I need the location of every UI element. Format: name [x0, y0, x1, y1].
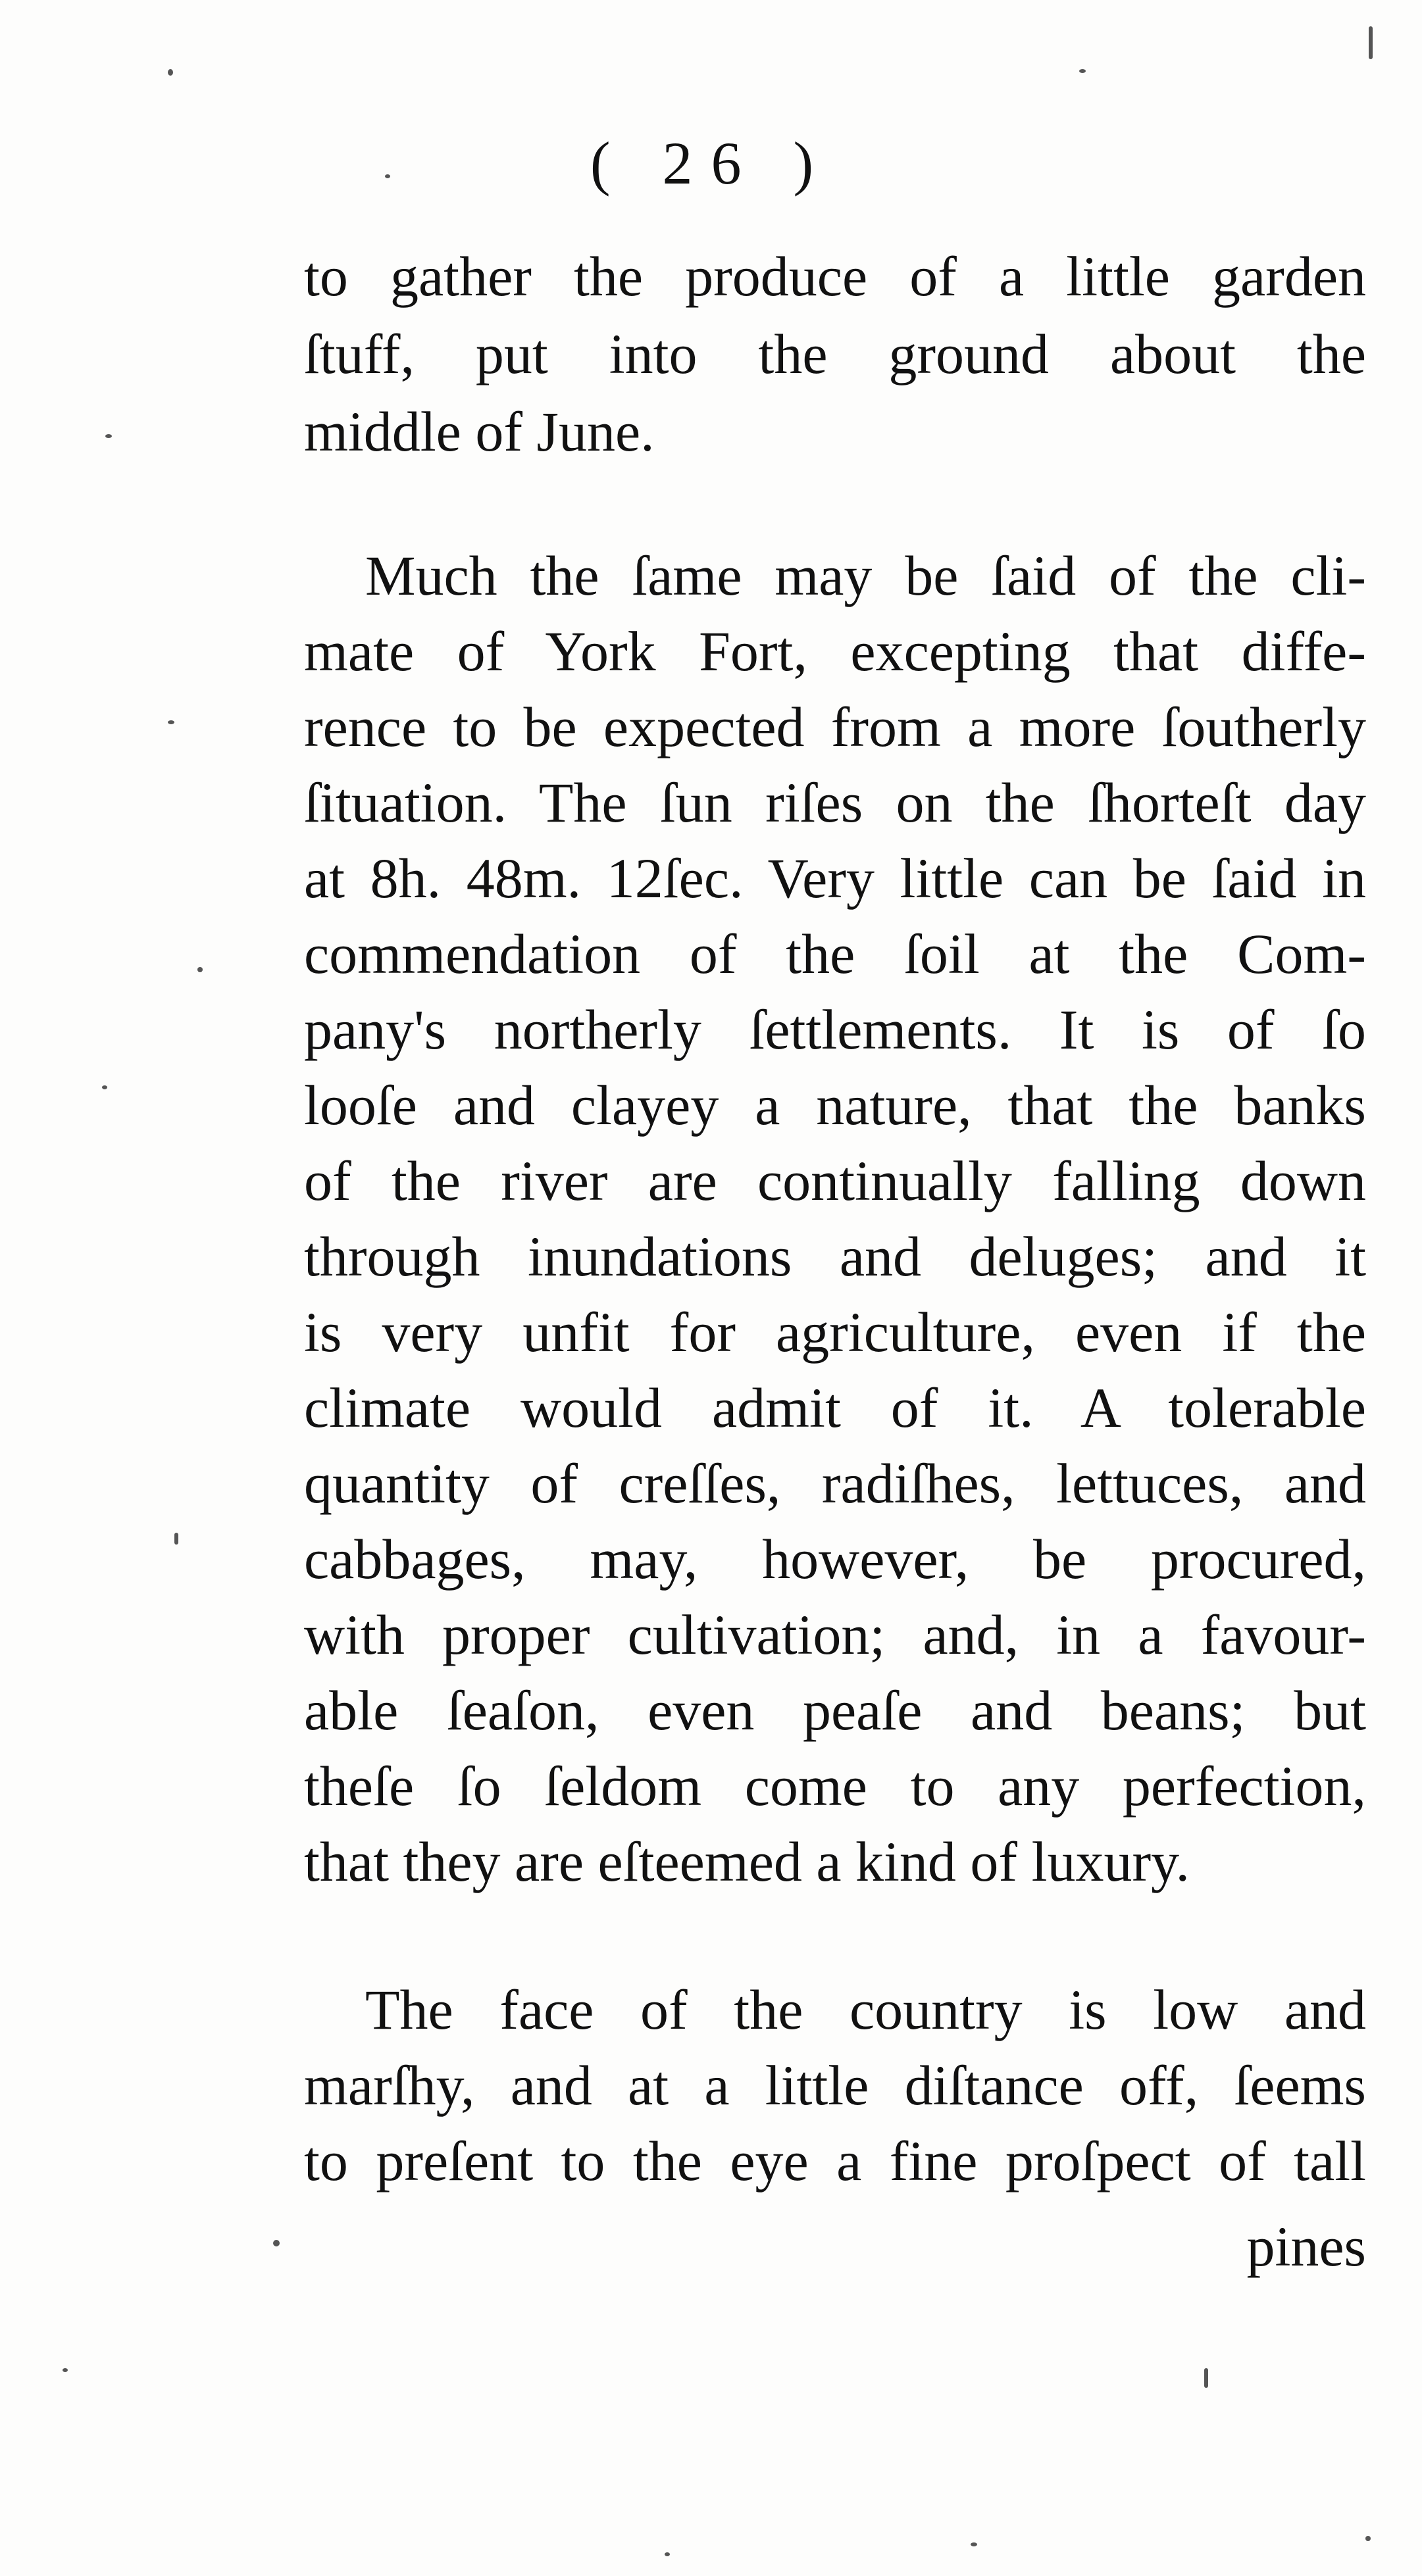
text-line: at 8h. 48m. 12ſec. Very little can be ſaid in: [304, 847, 1366, 910]
scan-speck: [168, 69, 173, 76]
text-line: to gather the produce of a little garden: [304, 245, 1366, 308]
text-line: pany's northerly ſettlements. It is of ſo: [304, 998, 1366, 1061]
text-line: The face of the country is low and: [365, 1978, 1366, 2041]
scan-speck: [105, 434, 112, 438]
scan-speck: [1369, 26, 1373, 59]
text-line: with proper cultivation; and, in a favour-: [304, 1603, 1366, 1666]
scan-speck: [174, 1533, 178, 1545]
text-line: that they are eſteemed a kind of luxury.: [304, 1830, 1190, 1893]
text-line: cabbages, may, however, be procured,: [304, 1527, 1366, 1591]
text-line: through inundations and deluges; and it: [304, 1225, 1366, 1288]
scan-speck: [665, 2552, 670, 2556]
text-line: ſituation. The ſun riſes on the ſhorteſt day: [304, 771, 1366, 834]
scan-speck: [63, 2368, 68, 2372]
scan-speck: [385, 174, 390, 178]
text-line: middle of June.: [304, 400, 655, 463]
text-line: of the river are continually falling down: [304, 1149, 1366, 1212]
text-line: is very unfit for agriculture, even if the: [304, 1300, 1366, 1364]
text-line: mate of York Fort, excepting that diffe-: [304, 620, 1366, 683]
text-line: Much the ſame may be ſaid of the cli-: [365, 544, 1366, 607]
page-number-header: ( 26 ): [590, 130, 832, 197]
text-line: rence to be expected from a more ſoutherly: [304, 695, 1366, 758]
scan-speck: [1204, 2368, 1208, 2388]
text-line: looſe and clayey a nature, that the banks: [304, 1074, 1366, 1137]
text-line: theſe ſo ſeldom come to any perfection,: [304, 1754, 1366, 1818]
text-line: ſtuff, put into the ground about the: [304, 322, 1366, 385]
scan-speck: [1079, 69, 1086, 73]
scan-speck: [102, 1085, 107, 1089]
scan-speck: [1365, 2536, 1371, 2541]
scan-speck: [273, 2240, 280, 2246]
text-line: climate would admit of it. A tolerable: [304, 1376, 1366, 1439]
catchword: pines: [1246, 2215, 1366, 2278]
text-line: quantity of creſſes, radiſhes, lettuces, and: [304, 1452, 1366, 1515]
text-line: able ſeaſon, even peaſe and beans; but: [304, 1679, 1366, 1742]
text-line: marſhy, and at a little diſtance off, ſeems: [304, 2054, 1366, 2117]
text-line: to preſent to the eye a fine proſpect of tall: [304, 2129, 1366, 2192]
scan-speck: [971, 2542, 977, 2546]
scan-speck: [197, 967, 203, 972]
text-line: commendation of the ſoil at the Com-: [304, 922, 1366, 985]
scan-speck: [168, 720, 174, 724]
